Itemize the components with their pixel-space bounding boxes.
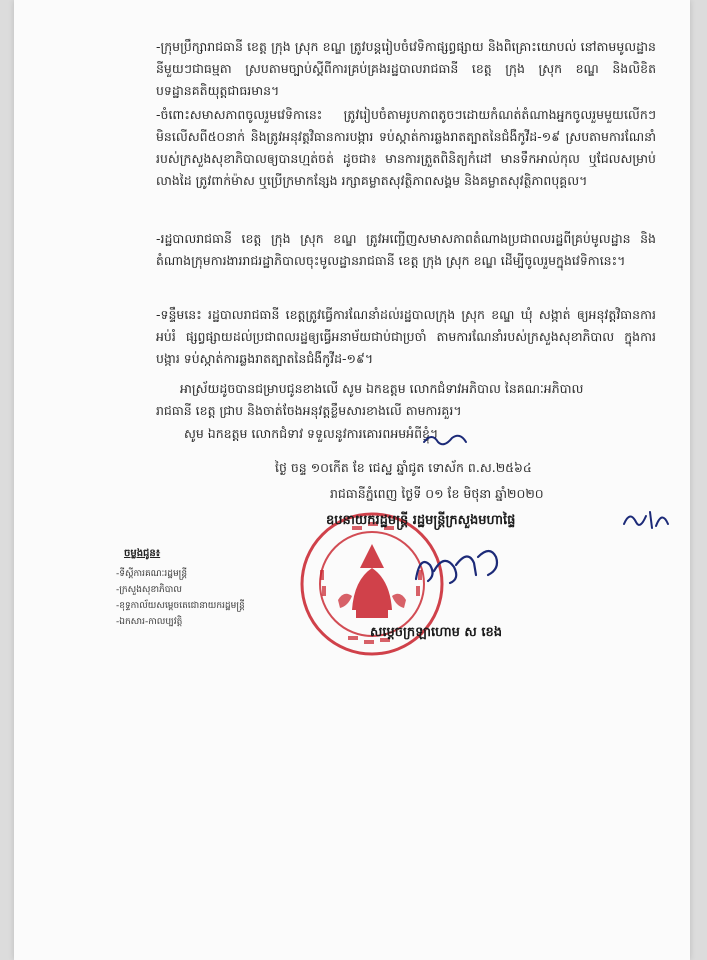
closing-line-1: អាស្រ័យដូចបានជម្រាបជូនខាងលើ សូម ឯកឧត្តម លោកជំទាវអភិបាល នៃគណៈអភិបាល bbox=[180, 381, 584, 396]
cc-item: -ខុទ្ទកាល័យសម្តេចតេជោនាយករដ្ឋមន្ត្រី bbox=[116, 601, 245, 611]
cc-item: -ក្រសួងសុខាភិបាល bbox=[116, 585, 182, 595]
cc-item: -ទីស្តីការគណៈរដ្ឋមន្ត្រី bbox=[116, 569, 188, 579]
initials-mark bbox=[622, 506, 672, 532]
paragraph-forum-organization: -ក្រុមប្រឹក្សារាជធានី ខេត្ត ក្រុង ស្រុក ខណ្ឌ ត្រូវបន្តរៀបចំវេទិកាផ្សព្វផ្សាយ និងពិគ្រោះយោបល់ នៅតាមមូលដ្ឋាននីមួយៗជាធម្មតា ស្របតាមច្បាប់ស្តីពីការគ្រប់គ្រងរដ្ឋបាលរាជធានី ខេត្ត ក្រុង ស្រុក ខណ្ឌ និងលិខិតបទដ្ឋានគតិយុត្តជាធរមាន។ bbox=[156, 39, 656, 98]
cc-title: ចម្លងជូន៖ bbox=[124, 548, 161, 559]
paragraph-invite-representatives: -រដ្ឋបាលរាជធានី ខេត្ត ក្រុង ស្រុក ខណ្ឌ ត្រូវអញ្ជើញសមាសភាពតំណាងប្រជាពលរដ្ឋពីគ្រប់មូលដ្ឋាន និងតំណាងក្រុមការងាររាជរដ្ឋាភិបាលចុះមូលដ្ឋានរាជធានី ខេត្ត ក្រុង ស្រុក ខណ្ឌ ដើម្បីចូលរួមក្នុងវេទិកានេះ។ bbox=[156, 231, 656, 268]
respect-line: សូម ឯកឧត្តម លោកជំទាវ ទទួលនូវការគោរពអមអំពីខ្ញុំ។ bbox=[184, 426, 439, 441]
minister-name: សម្តេចក្រឡាហោម ស ខេង bbox=[370, 625, 502, 640]
minister-title: ឧបនាយករដ្ឋមន្ត្រី រដ្ឋមន្ត្រីក្រសួងមហាផ្ទៃ bbox=[326, 513, 516, 528]
initials-mark-2 bbox=[420, 430, 470, 450]
date-lunar: ថ្ងៃ ចន្ទ ១០កើត ខែ ជេស្ឋ ឆ្នាំជូត ទោស័ក ព.ស.២៥៦៤ bbox=[275, 460, 532, 475]
cc-list bbox=[116, 566, 245, 630]
closing-paragraph bbox=[156, 378, 656, 422]
signature bbox=[410, 535, 520, 595]
date-solar: រាជធានីភ្នំពេញ ថ្ងៃទី ០១ ខែ មិថុនា ឆ្នាំ២០២០ bbox=[330, 486, 544, 501]
cc-item: -ឯកសារ-កាលប្បវត្តិ bbox=[116, 617, 183, 627]
paragraph-participants-covid-measures: -ចំពោះសមាសភាពចូលរួមវេទិកានេះ ត្រូវរៀបចំតាមរូបភាពតូចៗដោយកំណត់តំណាងអ្នកចូលរួមមួយលើកៗមិនលើសពី៥០នាក់ និងត្រូវអនុវត្តវិធានការបង្ការ ទប់ស្កាត់ការឆ្លងរាតត្បាតនៃជំងឺកូវីដ-១៩ ស្របតាមការណែនាំរបស់ក្រសួងសុខាភិបាលឲ្យបានហ្មត់ចត់ ដូចជា៖ មានការត្រួតពិនិត្យកំដៅ មានទឹកអាល់កុល ឬជែលសម្រាប់លាងដៃ ត្រូវពាក់ម៉ាស ឬប្រើក្រមាកន្សែង រក្សាគម្លាតសុវត្ថិភាពសង្គម និងគម្លាតសុវត្ថិភាពបុគ្គល។ bbox=[156, 107, 656, 188]
paragraph-hygiene-education: -ទន្ទឹមនេះ រដ្ឋបាលរាជធានី ខេត្តត្រូវធ្វើការណែនាំដល់រដ្ឋបាលក្រុង ស្រុក ខណ្ឌ ឃុំ សង្កាត់ ឲ្យអនុវត្តវិធានការអប់រំ ផ្សព្វផ្សាយដល់ប្រជាពលរដ្ឋឲ្យធ្វើអនាម័យជាប់ជាប្រចាំ តាមការណែនាំរបស់ក្រសួងសុខាភិបាល ក្នុងការបង្ការ ទប់ស្កាត់ការឆ្លងរាតត្បាតនៃជំងឺកូវីដ-១៩។ bbox=[156, 307, 656, 366]
closing-line-2: រាជធានី ខេត្ត ជ្រាប និងចាត់ចែងអនុវត្តខ្លឹមសារខាងលើ តាមការគួរ។ bbox=[156, 403, 462, 418]
